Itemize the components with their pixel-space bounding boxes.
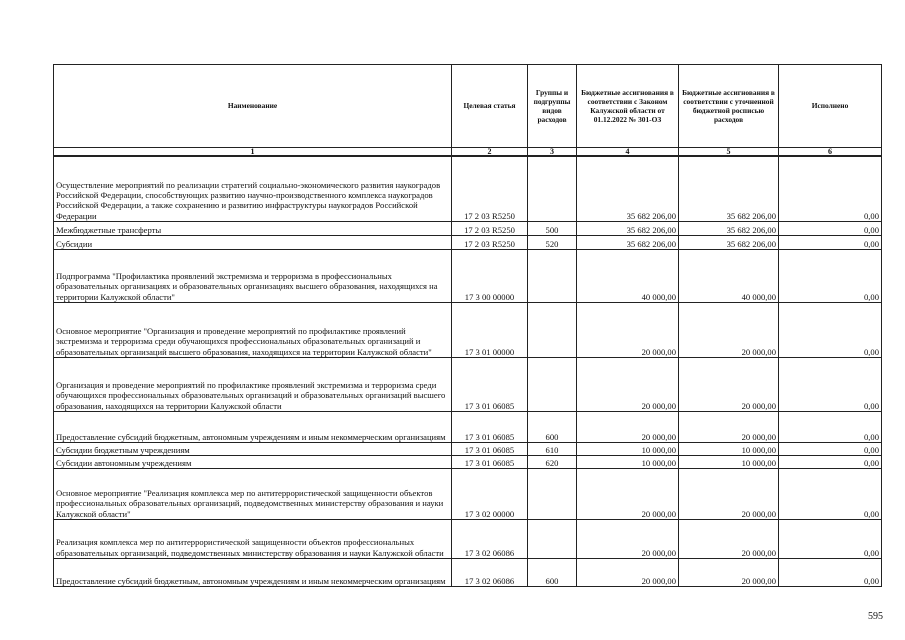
- table-row: [54, 456, 882, 469]
- row-executed-amount: 0,00: [779, 236, 882, 250]
- header-law-allocations: Бюджетные ассигнования в соответствии с Законом Калужской области от 01.12.2022 № 301-ОЗ: [577, 65, 679, 148]
- row-expense-group: [528, 358, 577, 412]
- row-name: Подпрограмма "Профилактика проявлений экстремизма и терроризма в профессиональных образовательных организациях и образовательных организациях высшего образования, находящихся на территории Калужской области": [54, 250, 452, 303]
- column-number: 4: [577, 148, 679, 157]
- budget-table: [53, 64, 882, 587]
- row-name: Субсидии бюджетным учреждениям: [54, 443, 452, 456]
- column-number: 5: [679, 148, 779, 157]
- row-law-amount: 35 682 206,00: [577, 222, 679, 236]
- row-executed-amount: 0,00: [779, 443, 882, 456]
- row-expense-group: 600: [528, 559, 577, 587]
- column-number: 6: [779, 148, 882, 157]
- row-executed-amount: 0,00: [779, 559, 882, 587]
- row-refined-amount: 20 000,00: [679, 520, 779, 559]
- row-target-article: 17 2 03 R5250: [452, 236, 528, 250]
- row-law-amount: 10 000,00: [577, 456, 679, 469]
- row-law-amount: 40 000,00: [577, 250, 679, 303]
- page-number: 595: [868, 611, 883, 622]
- row-law-amount: 20 000,00: [577, 559, 679, 587]
- header-name: Наименование: [54, 65, 452, 148]
- row-name: Осуществление мероприятий по реализации стратегий социально-экономического развития наукоградов Российской Федерации, способствующих развитию научно-производственного комплекса наукоградов Российской Федерации, а также сохранению и развитию инфраструктуры наукоградов Российской Федерации: [54, 156, 452, 222]
- column-number: 3: [528, 148, 577, 157]
- row-law-amount: 20 000,00: [577, 412, 679, 443]
- row-law-amount: 35 682 206,00: [577, 156, 679, 222]
- row-executed-amount: 0,00: [779, 303, 882, 358]
- row-target-article: 17 2 03 R5250: [452, 222, 528, 236]
- row-refined-amount: 10 000,00: [679, 456, 779, 469]
- row-name: Основное мероприятие "Реализация комплекса мер по антитеррористической защищенности объектов профессиональных образовательных организаций, подведомственных министерству образования и науки Калужской области": [54, 469, 452, 520]
- table-row: [54, 520, 882, 559]
- header-executed: Исполнено: [779, 65, 882, 148]
- row-law-amount: 35 682 206,00: [577, 236, 679, 250]
- row-expense-group: 600: [528, 412, 577, 443]
- row-law-amount: 20 000,00: [577, 520, 679, 559]
- row-expense-group: [528, 520, 577, 559]
- row-name: Межбюджетные трансферты: [54, 222, 452, 236]
- row-target-article: 17 3 02 06086: [452, 520, 528, 559]
- row-expense-group: [528, 303, 577, 358]
- header-target-article: Целевая статья: [452, 65, 528, 148]
- row-refined-amount: 35 682 206,00: [679, 236, 779, 250]
- row-refined-amount: 20 000,00: [679, 469, 779, 520]
- row-name: Субсидии: [54, 236, 452, 250]
- row-law-amount: 10 000,00: [577, 443, 679, 456]
- row-refined-amount: 20 000,00: [679, 303, 779, 358]
- row-refined-amount: 35 682 206,00: [679, 222, 779, 236]
- table-row: [54, 412, 882, 443]
- row-expense-group: [528, 156, 577, 222]
- row-executed-amount: 0,00: [779, 412, 882, 443]
- row-name: Субсидии автономным учреждениям: [54, 456, 452, 469]
- row-refined-amount: 10 000,00: [679, 443, 779, 456]
- row-target-article: 17 3 02 06086: [452, 559, 528, 587]
- table-row: [54, 559, 882, 587]
- row-target-article: 17 2 03 R5250: [452, 156, 528, 222]
- table-row: [54, 469, 882, 520]
- row-target-article: 17 3 02 00000: [452, 469, 528, 520]
- row-expense-group: 500: [528, 222, 577, 236]
- table-row: [54, 236, 882, 250]
- row-executed-amount: 0,00: [779, 520, 882, 559]
- row-target-article: 17 3 00 00000: [452, 250, 528, 303]
- row-law-amount: 20 000,00: [577, 358, 679, 412]
- row-target-article: 17 3 01 06085: [452, 443, 528, 456]
- row-refined-amount: 40 000,00: [679, 250, 779, 303]
- row-law-amount: 20 000,00: [577, 469, 679, 520]
- column-number: 2: [452, 148, 528, 157]
- row-expense-group: [528, 469, 577, 520]
- row-name: Предоставление субсидий бюджетным, автономным учреждениям и иным некоммерческим организациям: [54, 412, 452, 443]
- table-row: [54, 443, 882, 456]
- table-row: [54, 156, 882, 222]
- header-refined-allocations: Бюджетные ассигнования в соответствии с уточненной бюджетной росписью расходов: [679, 65, 779, 148]
- row-refined-amount: 20 000,00: [679, 412, 779, 443]
- row-expense-group: 620: [528, 456, 577, 469]
- row-executed-amount: 0,00: [779, 156, 882, 222]
- row-name: Реализация комплекса мер по антитеррористической защищенности объектов профессиональных образовательных организаций, подведомственных министерству образования и науки Калужской области: [54, 520, 452, 559]
- header-expense-groups: Группы и подгруппы видов расходов: [528, 65, 577, 148]
- row-executed-amount: 0,00: [779, 469, 882, 520]
- table-row: [54, 358, 882, 412]
- row-name: Организация и проведение мероприятий по профилактике проявлений экстремизма и терроризма среди обучающихся профессиональных образовательных организаций и образовательных организаций высшего образования, находящихся на территории Калужской области: [54, 358, 452, 412]
- row-executed-amount: 0,00: [779, 250, 882, 303]
- header-row: [54, 65, 882, 148]
- row-refined-amount: 20 000,00: [679, 358, 779, 412]
- row-expense-group: 520: [528, 236, 577, 250]
- row-target-article: 17 3 01 06085: [452, 358, 528, 412]
- row-refined-amount: 35 682 206,00: [679, 156, 779, 222]
- row-target-article: 17 3 01 06085: [452, 456, 528, 469]
- row-name: Предоставление субсидий бюджетным, автономным учреждениям и иным некоммерческим организациям: [54, 559, 452, 587]
- row-target-article: 17 3 01 06085: [452, 412, 528, 443]
- row-name: Основное мероприятие "Организация и проведение мероприятий по профилактике проявлений экстремизма и терроризма среди обучающихся профессиональных образовательных организаций и образовательных организаций высшего образования, находящихся на территории Калужской области": [54, 303, 452, 358]
- row-executed-amount: 0,00: [779, 358, 882, 412]
- table-row: [54, 250, 882, 303]
- row-executed-amount: 0,00: [779, 456, 882, 469]
- table-row: [54, 303, 882, 358]
- row-executed-amount: 0,00: [779, 222, 882, 236]
- table-row: [54, 222, 882, 236]
- table-body: [54, 156, 882, 587]
- row-expense-group: 610: [528, 443, 577, 456]
- row-law-amount: 20 000,00: [577, 303, 679, 358]
- column-number-row: [54, 148, 882, 157]
- column-number: 1: [54, 148, 452, 157]
- row-refined-amount: 20 000,00: [679, 559, 779, 587]
- row-expense-group: [528, 250, 577, 303]
- row-target-article: 17 3 01 00000: [452, 303, 528, 358]
